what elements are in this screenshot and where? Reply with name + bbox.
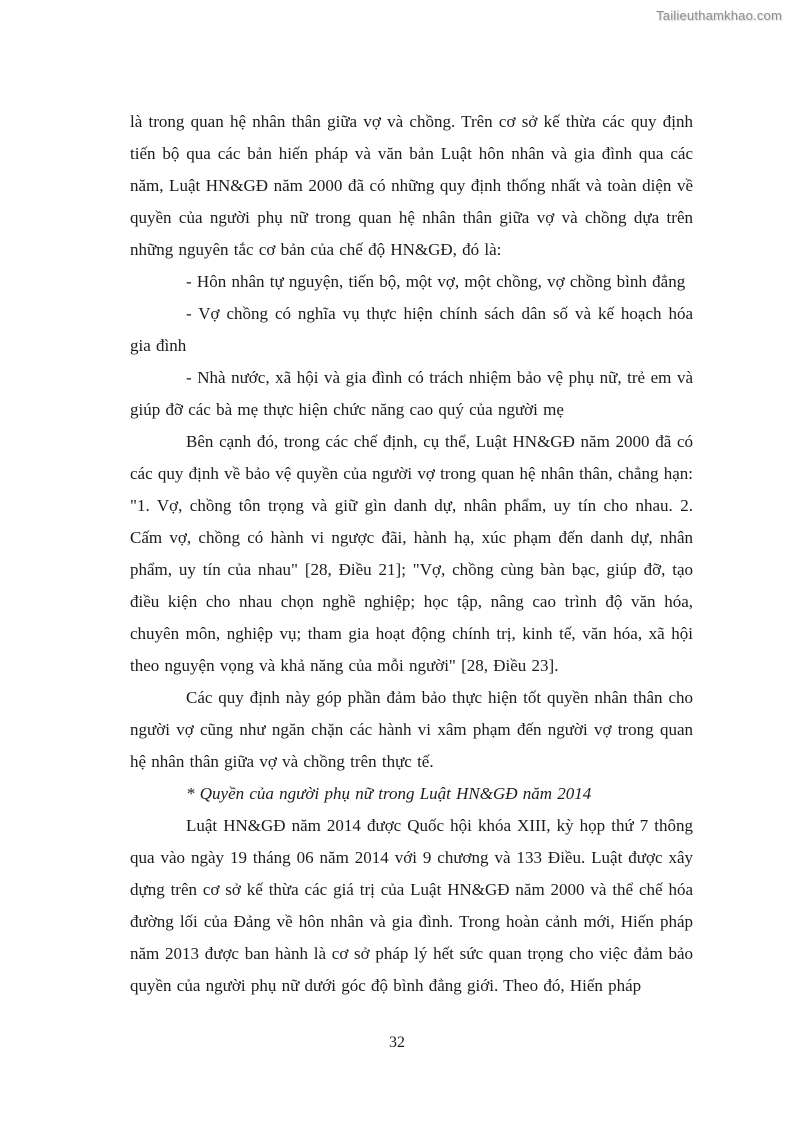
list-item-paragraph: - Nhà nước, xã hội và gia đình có trách nhiệm bảo vệ phụ nữ, trẻ em và giúp đỡ các bà mẹ thực hiện chức năng cao quý của người mẹ	[130, 368, 693, 419]
paragraph: Bên cạnh đó, trong các chế định, cụ thể, Luật HN&GĐ năm 2000 đã có các quy định về bảo vệ quyền của người vợ trong quan hệ nhân thân, chẳng hạn: "1. Vợ, chồng tôn trọng và giữ gìn danh dự, nhân phẩm, uy tín cho nhau. 2. Cấm vợ, chồng có hành vi ngược đãi, hành hạ, xúc phạm đến danh dự, nhân phẩm, uy tín của nhau" [28, Điều 21]; "Vợ, chồng cùng bàn bạc, giúp đỡ, tạo điều kiện cho nhau chọn nghề nghiệp; học tập, nâng cao trình độ văn hóa, chuyên môn, nghiệp vụ; tham gia hoạt động chính trị, kinh tế, văn hóa, xã hội theo nguyện vọng và khả năng của mỗi người" [28, Điều 23].	[130, 432, 693, 675]
paragraph: Luật HN&GĐ năm 2014 được Quốc hội khóa XIII, kỳ họp thứ 7 thông qua vào ngày 19 tháng 06 năm 2014 với 9 chương và 133 Điều. Luật được xây dựng trên cơ sở kế thừa các giá trị của Luật HN&GĐ năm 2000 và thể chế hóa đường lối của Đảng về hôn nhân và gia đình. Trong hoàn cảnh mới, Hiến pháp năm 2013 được ban hành là cơ sở pháp lý hết sức quan trọng cho việc đảm bảo quyền của người phụ nữ dưới góc độ bình đẳng giới. Theo đó, Hiến pháp	[130, 816, 693, 995]
watermark: Tailieuthamkhao.com	[656, 8, 782, 23]
paragraph: Các quy định này góp phần đảm bảo thực hiện tốt quyền nhân thân cho người vợ cũng như ngăn chặn các hành vi xâm phạm đến người vợ trong quan hệ nhân thân giữa vợ và chồng trên thực tế.	[130, 688, 693, 771]
list-item-paragraph: - Hôn nhân tự nguyện, tiến bộ, một vợ, một chồng, vợ chồng bình đẳng	[186, 272, 686, 291]
section-subheading: * Quyền của người phụ nữ trong Luật HN&GĐ năm 2014	[186, 784, 592, 803]
paragraph: là trong quan hệ nhân thân giữa vợ và chồng. Trên cơ sở kế thừa các quy định tiến bộ qua các bản hiến pháp và văn bản Luật hôn nhân và gia đình qua các năm, Luật HN&GĐ năm 2000 đã có những quy định thống nhất và toàn diện về quyền của người phụ nữ trong quan hệ nhân thân giữa vợ và chồng dựa trên những nguyên tắc cơ bản của chế độ HN&GĐ, đó là:	[130, 112, 693, 259]
page-number: 32	[389, 1034, 405, 1051]
list-item-paragraph: - Vợ chồng có nghĩa vụ thực hiện chính sách dân số và kế hoạch hóa gia đình	[130, 304, 693, 355]
page-content	[130, 106, 693, 1002]
